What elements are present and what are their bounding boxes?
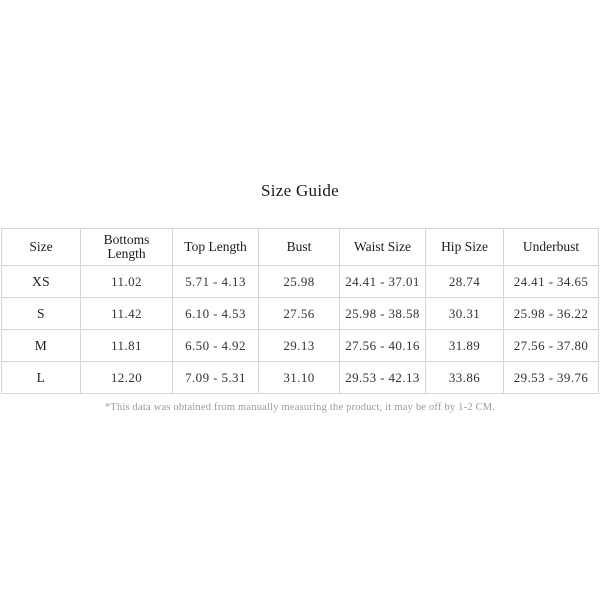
hip-size-cell: 31.89 bbox=[426, 330, 504, 362]
bottoms-length-cell: 12.20 bbox=[81, 362, 173, 394]
size-cell: M bbox=[2, 330, 81, 362]
size-cell: S bbox=[2, 298, 81, 330]
bust-cell: 29.13 bbox=[259, 330, 340, 362]
table-row bbox=[2, 266, 599, 298]
column-header-bottoms-length: Bottoms Length bbox=[81, 229, 173, 266]
top-length-cell: 6.10 - 4.53 bbox=[173, 298, 259, 330]
hip-size-cell: 28.74 bbox=[426, 266, 504, 298]
top-length-cell: 5.71 - 4.13 bbox=[173, 266, 259, 298]
top-length-cell: 7.09 - 5.31 bbox=[173, 362, 259, 394]
size-guide-table bbox=[1, 228, 599, 394]
bottoms-length-cell: 11.42 bbox=[81, 298, 173, 330]
page-title: Size Guide bbox=[260, 181, 340, 200]
column-header-bust: Bust bbox=[259, 229, 340, 266]
waist-size-cell: 27.56 - 40.16 bbox=[340, 330, 426, 362]
size-cell: XS bbox=[2, 266, 81, 298]
table-row bbox=[2, 362, 599, 394]
bottoms-length-cell: 11.02 bbox=[81, 266, 173, 298]
table-header-row bbox=[2, 229, 599, 266]
column-header-waist-size: Waist Size bbox=[340, 229, 426, 266]
size-cell: L bbox=[2, 362, 81, 394]
table-row bbox=[2, 298, 599, 330]
waist-size-cell: 25.98 - 38.58 bbox=[340, 298, 426, 330]
bottoms-length-cell: 11.81 bbox=[81, 330, 173, 362]
measurement-disclaimer: *This data was obtained from manually measuring the product, it may be off by 1-2 CM. bbox=[104, 402, 496, 413]
underbust-cell: 24.41 - 34.65 bbox=[504, 266, 599, 298]
waist-size-cell: 29.53 - 42.13 bbox=[340, 362, 426, 394]
underbust-cell: 29.53 - 39.76 bbox=[504, 362, 599, 394]
hip-size-cell: 33.86 bbox=[426, 362, 504, 394]
column-header-hip-size: Hip Size bbox=[426, 229, 504, 266]
hip-size-cell: 30.31 bbox=[426, 298, 504, 330]
waist-size-cell: 24.41 - 37.01 bbox=[340, 266, 426, 298]
column-header-underbust: Underbust bbox=[504, 229, 599, 266]
column-header-size: Size bbox=[2, 229, 81, 266]
bust-cell: 25.98 bbox=[259, 266, 340, 298]
underbust-cell: 27.56 - 37.80 bbox=[504, 330, 599, 362]
table-row bbox=[2, 330, 599, 362]
column-header-top-length: Top Length bbox=[173, 229, 259, 266]
bust-cell: 31.10 bbox=[259, 362, 340, 394]
underbust-cell: 25.98 - 36.22 bbox=[504, 298, 599, 330]
top-length-cell: 6.50 - 4.92 bbox=[173, 330, 259, 362]
bust-cell: 27.56 bbox=[259, 298, 340, 330]
